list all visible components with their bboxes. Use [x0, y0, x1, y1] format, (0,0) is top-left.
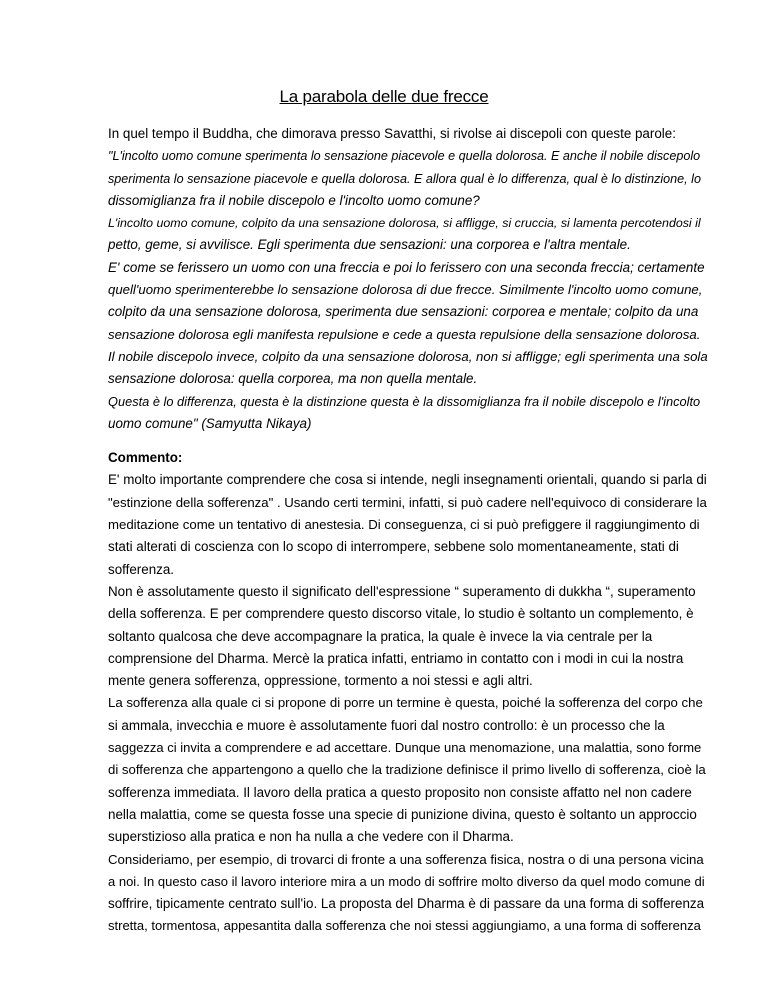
comment-line: La sofferenza alla quale ci si propone di porre un termine è questa, poiché la sofferenza del corpo che: [108, 695, 703, 711]
parable-line: E' come se ferissero un uomo con una freccia e poi lo ferissero con una seconda freccia; certamente: [108, 259, 705, 275]
comment-line: Consideriamo, per esempio, di trovarci di fronte a una sofferenza fisica, nostra o di una persona vicina: [108, 851, 704, 867]
parable-line: sperimenta lo sensazione piacevole e quella dolorosa. E allora qual è lo differenza, qual è lo distinzione, lo: [108, 171, 701, 186]
parable-line: dissomiglianza fra il nobile discepolo e l'incolto uomo comune?: [108, 192, 480, 208]
comment-line: si ammala, invecchia e muore è assolutamente fuori dal nostro controllo: è un processo che la: [108, 717, 665, 733]
document-title: La parabola delle due frecce: [279, 87, 489, 106]
comment-line: soltanto qualcosa che deve accompagnare la pratica, la quale è invece la via centrale per la: [108, 628, 653, 644]
parable-line: Questa è lo differenza, questa è la distinzione questa è la dissomiglianza fra il nobile discepolo e l'incolto: [108, 393, 701, 409]
parable-line: "L'incolto uomo comune sperimenta lo sensazione piacevole e quella dolorosa. E anche il nobile discepolo: [108, 149, 701, 164]
comment-line: a noi. In questo caso il lavoro interiore mira a un modo di soffrire molto diverso da quel modo comune di: [108, 873, 705, 889]
parable-line: colpito da una sensazione dolorosa, sperimenta due sensazioni: corporea e mentale; colpito da una: [108, 304, 699, 320]
parable-line: sensazione dolorosa: quella corporea, ma non quella mentale.: [108, 371, 478, 387]
parable-line: L'incolto uomo comune, colpito da una sensazione dolorosa, si affligge, si cruccia, si lamenta percotendosi il: [108, 216, 701, 231]
comment-line: nella malattia, come se questa fosse una specie di punizione divina, questo è soltanto un approccio: [108, 806, 697, 822]
parable-line: Il nobile discepolo invece, colpito da una sensazione dolorosa, non si affligge; egli sperimenta una sola: [108, 348, 708, 364]
comment-line: "estinzione della sofferenza" . Usando certi termini, infatti, si può cadere nell'equivoco di considerare la: [108, 494, 707, 510]
comment-line: Non è assolutamente questo il significato dell'espressione “ superamento di dukkha “, superamento: [108, 583, 696, 599]
comment-line: sofferenza immediata. Il lavoro della pratica a questo proposito non consiste affatto nel non cadere: [108, 784, 692, 800]
comment-line: meditazione come un tentativo di anestesia. Di conseguenza, ci si può prefiggere il raggiungimento di: [108, 517, 700, 533]
comment-text: [108, 469, 708, 937]
comment-line: saggezza ci invita a comprendere e ad accettare. Dunque una menomazione, una malattia, sono forme: [108, 740, 702, 756]
comment-line: comprensione del Dharma. Mercè la pratica infatti, entriamo in contatto con i modi in cui la nostra: [108, 650, 684, 666]
comment-line: stretta, tormentosa, appesantita dalla sofferenza che noi stessi aggiungiamo, a una forma di sofferenza: [108, 918, 701, 934]
section-gap: [108, 435, 708, 447]
comment-line: mente genera sofferenza, oppressione, tormento a noi stessi e agli altri.: [108, 673, 533, 689]
intro-line: In quel tempo il Buddha, che dimorava presso Savatthi, si rivolse ai discepoli con queste parole:: [108, 126, 676, 141]
comment-line: stati alterati di coscienza con lo scopo di interrompere, sebbene solo momentaneamente, stati di: [108, 539, 679, 555]
parable-line: sensazione dolorosa egli manifesta repulsione e cede a questa repulsione della sensazione dolorosa.: [108, 326, 701, 342]
comment-line: soffrire, tipicamente centrato sull'io. La proposta del Dharma è di passare da una forma di sofferenza: [108, 896, 705, 912]
document-body: [108, 123, 708, 938]
comment-line: sofferenza.: [108, 561, 175, 577]
comment-line: superstizioso alla pratica e non ha nulla a che vedere con il Dharma.: [108, 829, 514, 845]
parable-line: petto, geme, si avvilisce. Egli sperimenta due sensazioni: una corporea e l'altra mentale.: [108, 237, 631, 253]
parable-line: quell'uomo sperimenterebbe lo sensazione dolorosa di due frecce. Similmente l'incolto uomo comune,: [108, 282, 703, 298]
parable-quote: [108, 145, 708, 435]
comment-heading: Commento:: [108, 450, 183, 466]
comment-line: E' molto importante comprendere che cosa si intende, negli insegnamenti orientali, quando si parla di: [108, 472, 707, 488]
parable-line: uomo comune" (Samyutta Nikaya): [108, 415, 312, 431]
comment-line: della sofferenza. E per comprendere questo discorso vitale, lo studio è soltanto un complemento, è: [108, 606, 694, 622]
comment-line: di sofferenza che appartengono a quello che la tradizione definisce il primo livello di sofferenza, cioè la: [108, 762, 706, 778]
